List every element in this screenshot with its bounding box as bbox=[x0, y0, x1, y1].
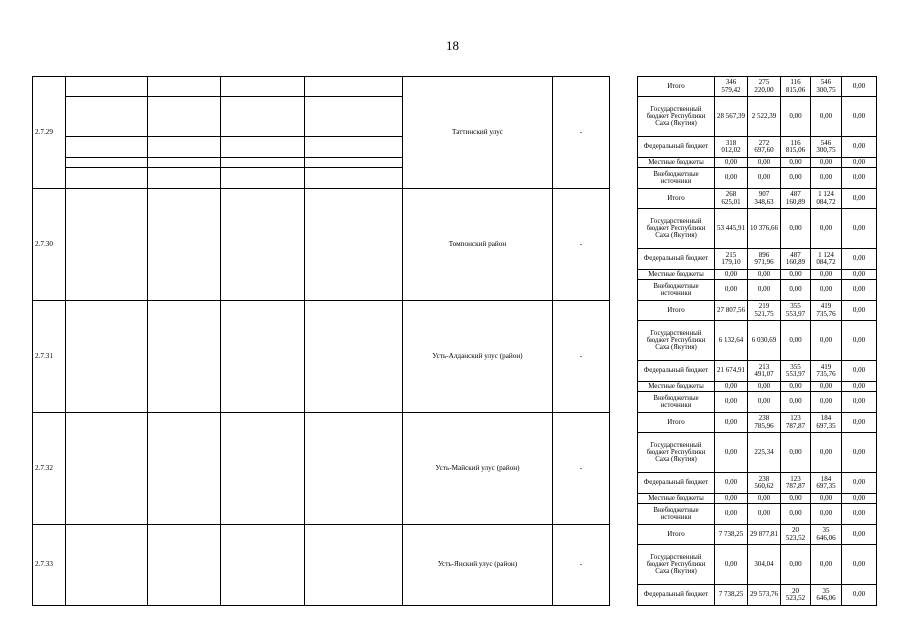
value-cell: 0,00 bbox=[842, 504, 877, 525]
value-cell: 0,00 bbox=[842, 494, 877, 504]
empty-cell bbox=[221, 97, 305, 137]
value-cell: 0,00 bbox=[748, 270, 781, 280]
value-cell: 0,00 bbox=[842, 168, 877, 189]
empty-cell bbox=[221, 158, 305, 168]
value-cell: 0,00 bbox=[842, 280, 877, 301]
value-cell: 0,00 bbox=[748, 168, 781, 189]
value-cell: 0,00 bbox=[715, 382, 748, 392]
source-label: Федеральный бюджет bbox=[638, 585, 715, 606]
value-cell: 238 560,62 bbox=[748, 473, 781, 494]
source-label: Государственный бюджет Республики Саха (Якутия) bbox=[638, 321, 715, 361]
value-cell: 0,00 bbox=[748, 504, 781, 525]
value-cell: 0,00 bbox=[715, 545, 748, 585]
empty-cell bbox=[66, 168, 148, 189]
value-cell: 0,00 bbox=[715, 473, 748, 494]
value-cell: 0,00 bbox=[715, 158, 748, 168]
column-gap bbox=[610, 525, 638, 606]
value-cell: 7 738,25 bbox=[715, 585, 748, 606]
value-cell: 29 877,81 bbox=[748, 525, 781, 545]
column-gap bbox=[610, 301, 638, 413]
empty-cell bbox=[66, 413, 148, 525]
source-label: Итого bbox=[638, 189, 715, 209]
table-row bbox=[33, 301, 877, 321]
source-label: Федеральный бюджет bbox=[638, 361, 715, 382]
empty-cell bbox=[148, 413, 221, 525]
value-cell: 29 573,76 bbox=[748, 585, 781, 606]
value-cell: 0,00 bbox=[842, 382, 877, 392]
value-cell: 0,00 bbox=[811, 392, 842, 413]
empty-cell bbox=[66, 158, 148, 168]
value-cell: 0,00 bbox=[781, 270, 811, 280]
value-cell: 123 787,87 bbox=[781, 473, 811, 494]
budget-table bbox=[32, 76, 877, 606]
value-cell: 219 521,75 bbox=[748, 301, 781, 321]
value-cell: 355 553,97 bbox=[781, 361, 811, 382]
value-cell: 0,00 bbox=[811, 433, 842, 473]
source-label: Итого bbox=[638, 525, 715, 545]
value-cell: 0,00 bbox=[811, 209, 842, 249]
row-name: Усть-Алданский улус (район) bbox=[403, 301, 553, 413]
column-gap bbox=[610, 413, 638, 525]
value-cell: 7 738,25 bbox=[715, 525, 748, 545]
row-dash: - bbox=[553, 189, 610, 301]
value-cell: 1 124 084,72 bbox=[811, 249, 842, 270]
value-cell: 0,00 bbox=[842, 473, 877, 494]
source-label: Внебюджетные источники bbox=[638, 504, 715, 525]
row-code: 2.7.32 bbox=[33, 413, 66, 525]
value-cell: 0,00 bbox=[781, 209, 811, 249]
value-cell: 0,00 bbox=[842, 433, 877, 473]
table-row bbox=[33, 525, 877, 545]
value-cell: 275 220,00 bbox=[748, 77, 781, 97]
value-cell: 0,00 bbox=[842, 525, 877, 545]
value-cell: 0,00 bbox=[842, 585, 877, 606]
empty-cell bbox=[221, 77, 305, 97]
value-cell: 123 787,87 bbox=[781, 413, 811, 433]
source-label: Итого bbox=[638, 301, 715, 321]
empty-cell bbox=[305, 189, 403, 301]
value-cell: 304,04 bbox=[748, 545, 781, 585]
value-cell: 0,00 bbox=[781, 545, 811, 585]
value-cell: 487 160,89 bbox=[781, 249, 811, 270]
empty-cell bbox=[305, 168, 403, 189]
value-cell: 0,00 bbox=[715, 270, 748, 280]
row-dash: - bbox=[553, 301, 610, 413]
value-cell: 0,00 bbox=[842, 137, 877, 158]
source-label: Местные бюджеты bbox=[638, 270, 715, 280]
value-cell: 419 735,76 bbox=[811, 301, 842, 321]
value-cell: 546 300,75 bbox=[811, 77, 842, 97]
value-cell: 0,00 bbox=[811, 382, 842, 392]
value-cell: 184 697,35 bbox=[811, 473, 842, 494]
value-cell: 0,00 bbox=[781, 392, 811, 413]
value-cell: 0,00 bbox=[842, 97, 877, 137]
empty-cell bbox=[66, 77, 148, 97]
value-cell: 2 522,39 bbox=[748, 97, 781, 137]
value-cell: 0,00 bbox=[781, 382, 811, 392]
value-cell: 0,00 bbox=[715, 494, 748, 504]
column-gap bbox=[610, 189, 638, 301]
value-cell: 268 625,01 bbox=[715, 189, 748, 209]
value-cell: 0,00 bbox=[748, 382, 781, 392]
empty-cell bbox=[66, 137, 148, 158]
value-cell: 0,00 bbox=[811, 270, 842, 280]
empty-cell bbox=[66, 525, 148, 606]
source-label: Государственный бюджет Республики Саха (Якутия) bbox=[638, 209, 715, 249]
value-cell: 0,00 bbox=[781, 280, 811, 301]
empty-cell bbox=[148, 301, 221, 413]
value-cell: 0,00 bbox=[781, 168, 811, 189]
value-cell: 53 445,91 bbox=[715, 209, 748, 249]
source-label: Итого bbox=[638, 77, 715, 97]
empty-cell bbox=[221, 413, 305, 525]
source-label: Федеральный бюджет bbox=[638, 137, 715, 158]
value-cell: 0,00 bbox=[842, 413, 877, 433]
empty-cell bbox=[221, 168, 305, 189]
value-cell: 0,00 bbox=[748, 280, 781, 301]
value-cell: 0,00 bbox=[781, 321, 811, 361]
value-cell: 184 697,35 bbox=[811, 413, 842, 433]
empty-cell bbox=[148, 168, 221, 189]
value-cell: 27 807,56 bbox=[715, 301, 748, 321]
empty-cell bbox=[305, 413, 403, 525]
value-cell: 116 815,06 bbox=[781, 77, 811, 97]
empty-cell bbox=[305, 77, 403, 97]
value-cell: 0,00 bbox=[842, 209, 877, 249]
value-cell: 0,00 bbox=[811, 545, 842, 585]
value-cell: 419 735,76 bbox=[811, 361, 842, 382]
source-label: Государственный бюджет Республики Саха (Якутия) bbox=[638, 433, 715, 473]
row-name: Усть-Янский улус (район) bbox=[403, 525, 553, 606]
value-cell: 20 523,52 bbox=[781, 585, 811, 606]
value-cell: 116 815,06 bbox=[781, 137, 811, 158]
value-cell: 0,00 bbox=[842, 270, 877, 280]
row-code: 2.7.31 bbox=[33, 301, 66, 413]
empty-cell bbox=[221, 525, 305, 606]
value-cell: 907 348,63 bbox=[748, 189, 781, 209]
value-cell: 0,00 bbox=[748, 392, 781, 413]
empty-cell bbox=[148, 189, 221, 301]
value-cell: 0,00 bbox=[715, 392, 748, 413]
value-cell: 0,00 bbox=[842, 158, 877, 168]
empty-cell bbox=[221, 301, 305, 413]
source-label: Государственный бюджет Республики Саха (Якутия) bbox=[638, 97, 715, 137]
table-row bbox=[33, 77, 877, 97]
value-cell: 225,34 bbox=[748, 433, 781, 473]
column-gap bbox=[610, 77, 638, 189]
value-cell: 0,00 bbox=[842, 189, 877, 209]
value-cell: 546 300,75 bbox=[811, 137, 842, 158]
row-code: 2.7.33 bbox=[33, 525, 66, 606]
source-label: Местные бюджеты bbox=[638, 494, 715, 504]
value-cell: 21 674,91 bbox=[715, 361, 748, 382]
value-cell: 0,00 bbox=[842, 545, 877, 585]
value-cell: 318 012,02 bbox=[715, 137, 748, 158]
row-dash: - bbox=[553, 525, 610, 606]
source-label: Местные бюджеты bbox=[638, 382, 715, 392]
value-cell: 20 523,52 bbox=[781, 525, 811, 545]
empty-cell bbox=[148, 158, 221, 168]
value-cell: 10 376,66 bbox=[748, 209, 781, 249]
value-cell: 0,00 bbox=[842, 392, 877, 413]
value-cell: 0,00 bbox=[781, 97, 811, 137]
row-dash: - bbox=[553, 77, 610, 189]
value-cell: 0,00 bbox=[715, 413, 748, 433]
empty-cell bbox=[221, 137, 305, 158]
value-cell: 35 646,06 bbox=[811, 525, 842, 545]
empty-cell bbox=[66, 301, 148, 413]
value-cell: 0,00 bbox=[811, 97, 842, 137]
value-cell: 0,00 bbox=[748, 494, 781, 504]
value-cell: 0,00 bbox=[842, 321, 877, 361]
empty-cell bbox=[305, 158, 403, 168]
value-cell: 896 971,96 bbox=[748, 249, 781, 270]
empty-cell bbox=[66, 97, 148, 137]
table-row bbox=[33, 189, 877, 209]
empty-cell bbox=[305, 137, 403, 158]
empty-cell bbox=[148, 137, 221, 158]
source-label: Внебюджетные источники bbox=[638, 392, 715, 413]
row-name: Таттинский улус bbox=[403, 77, 553, 189]
value-cell: 0,00 bbox=[811, 280, 842, 301]
empty-cell bbox=[66, 189, 148, 301]
row-code: 2.7.30 bbox=[33, 189, 66, 301]
value-cell: 0,00 bbox=[715, 433, 748, 473]
empty-cell bbox=[305, 301, 403, 413]
page-number: 18 bbox=[446, 38, 459, 53]
empty-cell bbox=[221, 189, 305, 301]
value-cell: 215 179,10 bbox=[715, 249, 748, 270]
source-label: Итого bbox=[638, 413, 715, 433]
value-cell: 35 646,06 bbox=[811, 585, 842, 606]
value-cell: 0,00 bbox=[715, 504, 748, 525]
empty-cell bbox=[148, 525, 221, 606]
empty-cell bbox=[148, 77, 221, 97]
value-cell: 28 567,39 bbox=[715, 97, 748, 137]
row-code: 2.7.29 bbox=[33, 77, 66, 189]
empty-cell bbox=[305, 525, 403, 606]
empty-cell bbox=[305, 97, 403, 137]
value-cell: 0,00 bbox=[811, 158, 842, 168]
value-cell: 0,00 bbox=[748, 158, 781, 168]
value-cell: 0,00 bbox=[842, 301, 877, 321]
value-cell: 0,00 bbox=[781, 158, 811, 168]
source-label: Федеральный бюджет bbox=[638, 249, 715, 270]
source-label: Внебюджетные источники bbox=[638, 168, 715, 189]
value-cell: 0,00 bbox=[811, 504, 842, 525]
value-cell: 0,00 bbox=[811, 168, 842, 189]
table-row bbox=[33, 413, 877, 433]
value-cell: 238 785,96 bbox=[748, 413, 781, 433]
value-cell: 346 579,42 bbox=[715, 77, 748, 97]
row-dash: - bbox=[553, 413, 610, 525]
source-label: Федеральный бюджет bbox=[638, 473, 715, 494]
source-label: Государственный бюджет Республики Саха (Якутия) bbox=[638, 545, 715, 585]
value-cell: 0,00 bbox=[842, 361, 877, 382]
value-cell: 0,00 bbox=[781, 433, 811, 473]
value-cell: 0,00 bbox=[781, 494, 811, 504]
value-cell: 0,00 bbox=[781, 504, 811, 525]
value-cell: 0,00 bbox=[842, 77, 877, 97]
value-cell: 0,00 bbox=[842, 249, 877, 270]
value-cell: 0,00 bbox=[715, 280, 748, 301]
value-cell: 1 124 084,72 bbox=[811, 189, 842, 209]
value-cell: 487 160,89 bbox=[781, 189, 811, 209]
value-cell: 0,00 bbox=[811, 494, 842, 504]
source-label: Внебюджетные источники bbox=[638, 280, 715, 301]
row-name: Усть-Майский улус (район) bbox=[403, 413, 553, 525]
source-label: Местные бюджеты bbox=[638, 158, 715, 168]
row-name: Томпонский район bbox=[403, 189, 553, 301]
value-cell: 213 491,07 bbox=[748, 361, 781, 382]
value-cell: 0,00 bbox=[811, 321, 842, 361]
value-cell: 0,00 bbox=[715, 168, 748, 189]
value-cell: 355 553,97 bbox=[781, 301, 811, 321]
value-cell: 272 697,60 bbox=[748, 137, 781, 158]
empty-cell bbox=[148, 97, 221, 137]
value-cell: 6 030,69 bbox=[748, 321, 781, 361]
value-cell: 6 132,64 bbox=[715, 321, 748, 361]
